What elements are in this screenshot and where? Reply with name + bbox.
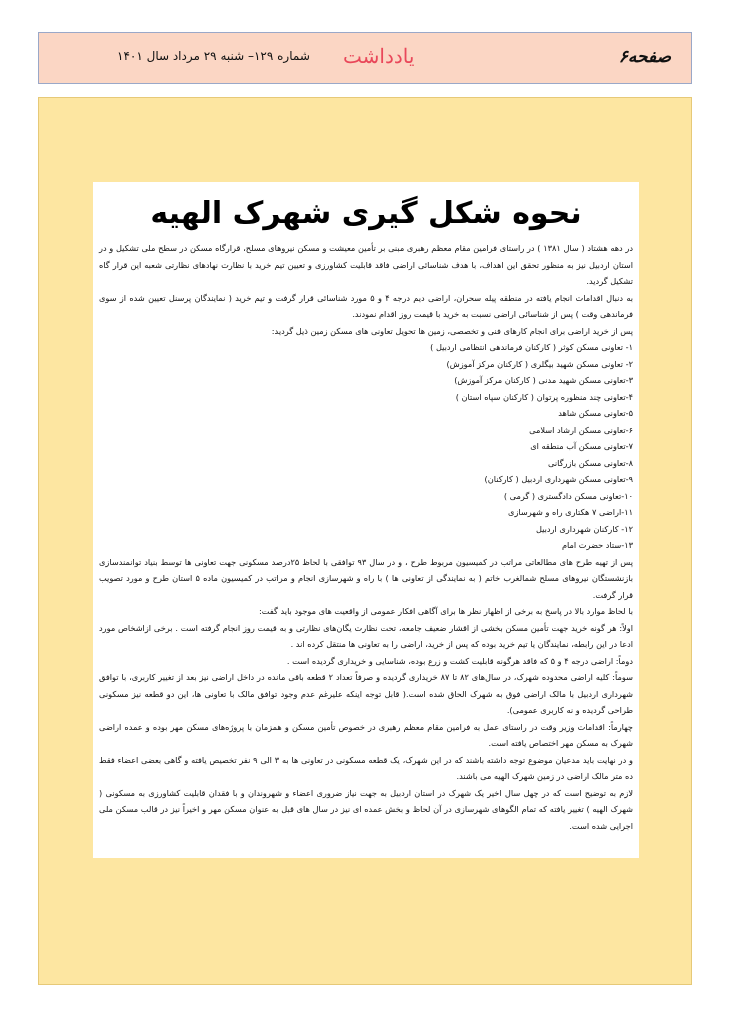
- list-item: ۳-تعاونی مسکن شهید مدنی ( کارکنان مرکز آموزش): [454, 375, 633, 385]
- section-title: یادداشت: [343, 44, 415, 68]
- list-item: ۹-تعاونی مسکن شهرداری اردبیل ( کارکنان): [484, 474, 633, 484]
- list-item: ۱۳-ستاد حضرت امام: [561, 540, 633, 550]
- list-item: ۵-تعاونی مسکن شاهد: [558, 408, 633, 418]
- body-paragraph: اولاً: هر گونه خرید جهت تأمین مسکن بخشی از اقشار ضعیف جامعه، تحت نظارت یگان‌های نظارتی و به قیمت روز انجام گرفته است . برخی ازاشخاص مورد ادعا در این رابطه، نمایندگان یا تیم خرید بوده که پس از خرید، اراضی را به تعاونی ها منتقل کرده اند .: [99, 622, 633, 649]
- body-paragraph: لازم به توضیح است که در چهل سال اخیر یک شهرک در استان اردبیل به جهت نیاز ضروری اعضاء و شهروندان و با فقدان قابلیت کشاورزی به مسکونی ( شهرک الهیه ) تغییر یافته که تمام الگوهای شهرسازی در آن لحاظ و بخش عمده ای نیز در سال های قبل به عنوان مسکن مهر و اخیراً نیز در قالب مسکن ملی اجرایی شده است.: [99, 787, 633, 831]
- list-item: ۷-تعاونی مسکن آب منطقه ای: [530, 441, 633, 451]
- list-item: ۱۲- کارکنان شهرداری اردبیل: [535, 523, 633, 534]
- cooperatives-list: [99, 339, 633, 554]
- list-item: ۱- تعاونی مسکن کوثر ( کارکنان فرماندهی انتظامی اردبیل ): [430, 342, 633, 352]
- body-paragraph: دوماً: اراضی درجه ۴ و ۵ که فاقد هرگونه قابلیت کشت و زرع بوده، شناسایی و خریداری گردیده است .: [286, 655, 633, 666]
- intro-paragraph: به دنبال اقدامات انجام یافته در منطقه پیله سحران، اراضی دیم درجه ۴ و ۵ مورد شناسائی قرار گرفت و تیم خرید ( نمایندگان پرسنل تعیین شده از سوی فرماندهی وقت ) پس از شناسائی اراضی نسبت به خرید با قیمت روز اقدام نمودند.: [99, 292, 633, 319]
- body-paragraph: با لحاظ موارد بالا در پاسخ به برخی از اظهار نظر ها برای آگاهی افکار عمومی از واقعیت های موجود باید گفت:: [259, 606, 633, 616]
- body-paragraph: و در نهایت باید مدعیان موضوع توجه داشته باشند که در این شهرک، یک قطعه مسکونی در تعاونی ها به ۳ الی ۹ نفر تخصیص یافته و گاهی بعضی اعضاء فقط ده متر مالک اراضی در زمین شهرک الهیه می باشند.: [99, 754, 633, 781]
- intro-paragraph: پس از خرید اراضی برای انجام کارهای فنی و تخصصی، زمین ها تحویل تعاونی های مسکن زمین ذیل گردید:: [271, 325, 633, 336]
- body-paragraph: چهارماً: اقدامات وزیر وقت در راستای عمل به فرامین مقام معظم رهبری در خصوص تأمین مسکن و همزمان با پروژه‌های مسکن مهر بوده و عمده اراضی شهرک به مسکن مهر اختصاص یافته است.: [99, 721, 633, 748]
- article-title: نحوه شکل گیری شهرک الهیه: [150, 196, 582, 231]
- intro-paragraph: در دهه هشتاد ( سال ۱۳۸۱ ) در راستای فرامین مقام معظم رهبری مبنی بر تأمین معیشت و مسکن نیروهای مسلح، قرارگاه مسکن در سطح ملی تشکیل و در استان اردبیل نیز به منظور تحقق این اهداف، با هدف شناسائی اراضی فاقد قابلیت کشاورزی و تعیین تیم خرید با نظارت نهادهای نظارتی شعبه این قرار گاه تشکیل گردید.: [99, 243, 633, 286]
- page-header: [38, 32, 692, 84]
- list-item: ۴-تعاونی چند منظوره پرتوان ( کارکنان سپاه استان ): [455, 391, 633, 402]
- article-body: [99, 240, 633, 834]
- body-paragraph: پس از تهیه طرح های مطالعاتی مراتب در کمیسیون مربوط طرح ، و در سال ۹۳ توافقی با لحاظ ۲۵درصد مسکونی جهت تعاونی ها توسط بنیاد توانمندسازی بازنشستگان نیروهای مسلح شمالغرب خاتم ( به نمایندگی از تعاونی ها ) با راه و شهرسازی انجام و مراتب در کمیسیون ماده ۵ استان طرح و مورد تصویب قرار گرفت.: [99, 556, 633, 600]
- list-item: ۸-تعاونی مسکن بازرگانی: [548, 457, 633, 468]
- article: [93, 182, 639, 858]
- page-number: صفحه۶: [618, 47, 671, 67]
- list-item: ۶-تعاونی مسکن ارشاد اسلامی: [529, 424, 633, 435]
- issue-info: شماره ۱۲۹– شنبه ۲۹ مرداد سال ۱۴۰۱: [117, 49, 310, 63]
- list-item: ۱۱-اراضی ۷ هکتاری راه و شهرسازی: [508, 507, 633, 517]
- body-paragraph: سوماً: کلیه اراضی محدوده شهرک، در سال‌های ۸۲ تا ۸۷ خریداری گردیده و صرفاً تعداد ۲ قطعه باقی مانده در داخل اراضی نیز بعد از تغییر کاربری، با توافق شهرداری اردبیل با مالک اراضی فوق به شهرک الحاق شده است.( قابل توجه اینکه علیرغم عدم وجود توافق مالک با تعاونی ها، این دو قطعه نیز مسکونی طراحی گردیده و نه کاربری عمومی).: [99, 672, 633, 715]
- list-item: ۱۰-تعاونی مسکن دادگستری ( گرمی ): [503, 490, 633, 501]
- list-item: ۲- تعاونی مسکن شهید بیگلری ( کارکنان مرکز آموزش): [446, 358, 633, 369]
